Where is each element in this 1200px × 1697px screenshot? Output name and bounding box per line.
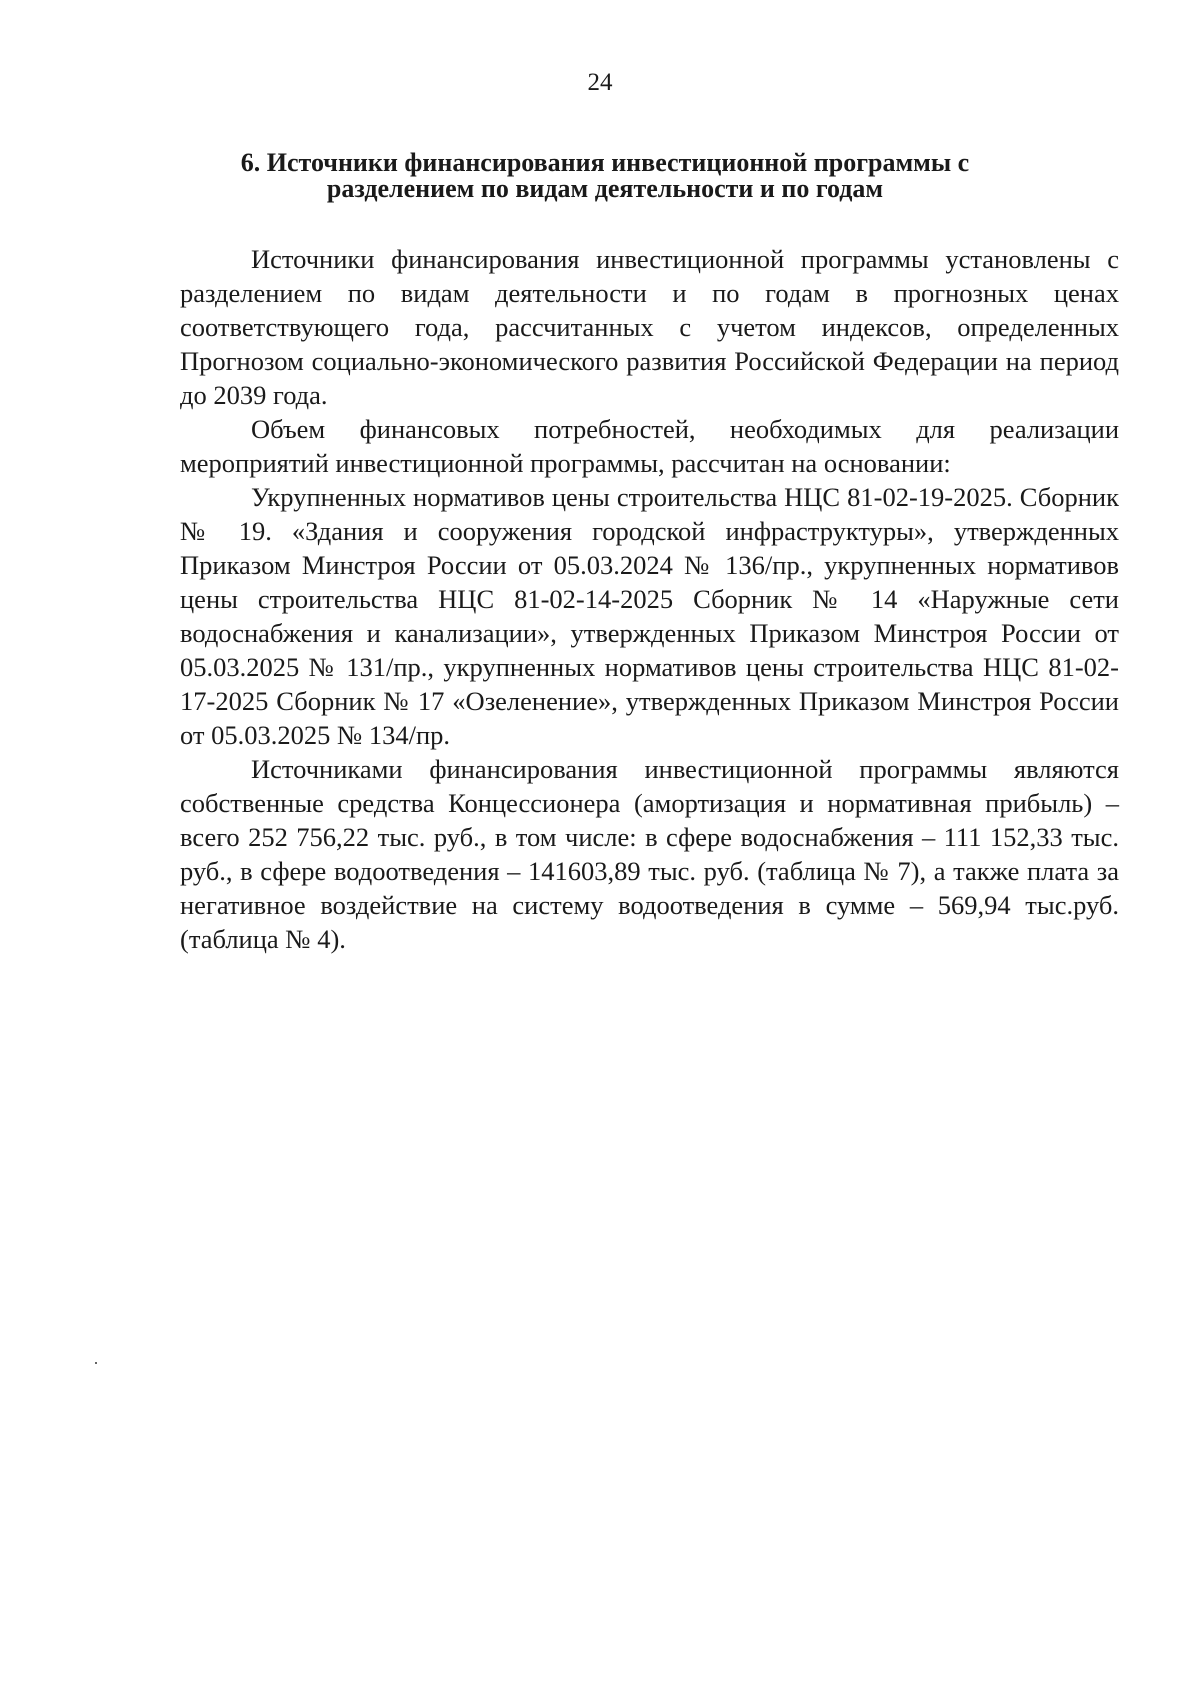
- paragraph-standards: Укрупненных нормативов цены строительства НЦС 81-02-19-2025. Сборник № 19. «Здания и сооружения городской инфраструктуры», утвержденных Приказом Минстроя России от 05.03.2024 № 136/пр., укрупненных нормативов цены строительства НЦС 81-02-14-2025 Сборник № 14 «Наружные сети водоснабжения и канализации», утвержденных Приказом Минстроя России от 05.03.2025 № 131/пр., укрупненных нормативов цены строительства НЦС 81-02-17-2025 Сборник № 17 «Озеленение», утвержденных Приказом Минстроя России от 05.03.2025 № 134/пр.: [180, 482, 1119, 750]
- body-text: [180, 242, 1119, 956]
- scan-speck: [95, 1362, 97, 1364]
- section-heading-line-2: разделением по видам деятельности и по годам: [326, 174, 884, 203]
- page-number: 24: [587, 69, 613, 96]
- paragraph-financial-needs: Объем финансовых потребностей, необходимых для реализации мероприятий инвестиционной программы, рассчитан на основании:: [180, 414, 1119, 478]
- paragraph-sources-amounts: Источниками финансирования инвестиционной программы являются собственные средства Концессионера (амортизация и нормативная прибыль) – всего 252 756,22 тыс. руб., в том числе: в сфере водоснабжения – 111 152,33 тыс. руб., в сфере водоотведения – 141603,89 тыс. руб. (таблица № 7), а также плата за негативное воздействие на систему водоотведения в сумме – 569,94 тыс.руб. (таблица № 4).: [180, 754, 1119, 954]
- section-heading: [180, 150, 1030, 202]
- paragraph-financing-sources: Источники финансирования инвестиционной программы установлены с разделением по видам деятельности и по годам в прогнозных ценах соответствующего года, рассчитанных с учетом индексов, определенных Прогнозом социально-экономического развития Российской Федерации на период до 2039 года.: [180, 244, 1119, 410]
- section-heading-line-1: 6. Источники финансирования инвестиционной программы с: [240, 148, 970, 177]
